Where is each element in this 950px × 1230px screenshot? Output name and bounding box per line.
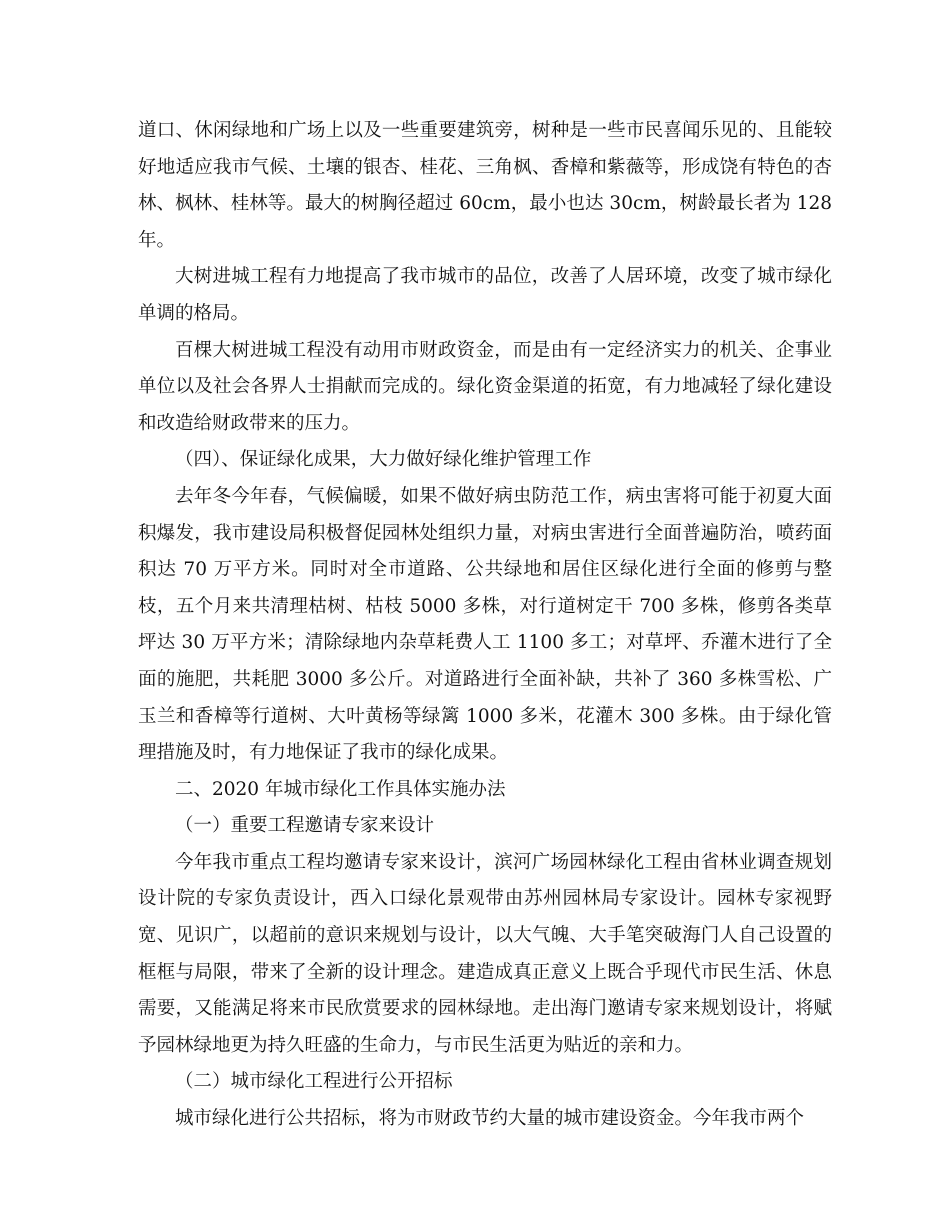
paragraph-tree-project-effect: 大树进城工程有力地提高了我市城市的品位，改善了人居环境，改变了城市绿化单调的格局。 — [138, 266, 832, 324]
paragraph-tree-species: 道口、休闲绿地和广场上以及一些重要建筑旁，树种是一些市民喜闻乐见的、且能较好地适应我市气候、土壤的银杏、桂花、三角枫、香樟和紫薇等，形成饶有特色的杏林、枫林、桂林等。最大的树胸径超过 60cm，最小也达 30cm，树龄最长者为 128 年。 — [138, 120, 832, 251]
paragraph-maintenance: 去年冬今年春，气候偏暖，如果不做好病虫防范工作，病虫害将可能于初夏大面积爆发，我市建设局积极督促园林处组织力量，对病虫害进行全面普遍防治，喷药面积达 70 万平方米。同时对全市道路、公共绿地和居住区绿化进行全面的修剪与整枝，五个月来共清理枯树、枯枝 5000 多株，对行道树定干 700 多株，修剪各类草坪达 30 万平方米；清除绿地内杂草耗费人工 1100 多工；对草坪、乔灌木进行了全面的施肥，共耗肥 3000 多公斤。对道路进行全面补缺，共补了 360 多株雪松、广玉兰和香樟等行道树、大叶黄杨等绿篱 1000 多米，花灌木 300 多株。由于绿化管理措施及时，有力地保证了我市的绿化成果。 — [138, 485, 832, 764]
paragraph-bidding: 城市绿化进行公共招标，将为市财政节约大量的城市建设资金。今年我市两个 — [175, 1108, 805, 1130]
section-heading-maintenance: （四）、保证绿化成果，大力做好绿化维护管理工作 — [175, 449, 592, 471]
subsection-heading-bidding: （二）城市绿化工程进行公开招标 — [175, 1071, 453, 1093]
paragraph-experts: 今年我市重点工程均邀请专家来设计，滨河广场园林绿化工程由省林业调查规划设计院的专家负责设计，西入口绿化景观带由苏州园林局专家设计。园林专家视野宽、见识广，以超前的意识来规划与设计，以大气魄、大手笔突破海门人自己设置的框框与局限，带来了全新的设计理念。建造成真正意义上既合乎现代市民生活、休息需要，又能满足将来市民欣赏要求的园林绿地。走出海门邀请专家来规划设计，将赋予园林绿地更为持久旺盛的生命力，与市民生活更为贴近的亲和力。 — [138, 851, 832, 1056]
subsection-heading-experts: （一）重要工程邀请专家来设计 — [175, 815, 435, 837]
section-heading-2020-plan: 二、2020 年城市绿化工作具体实施办法 — [175, 778, 506, 800]
paragraph-funding: 百棵大树进城工程没有动用市财政资金，而是由有一定经济实力的机关、企事业单位以及社会各界人士捐献而完成的。绿化资金渠道的拓宽，有力地减轻了绿化建设和改造给财政带来的压力。 — [138, 339, 832, 434]
document-body — [138, 113, 832, 1138]
